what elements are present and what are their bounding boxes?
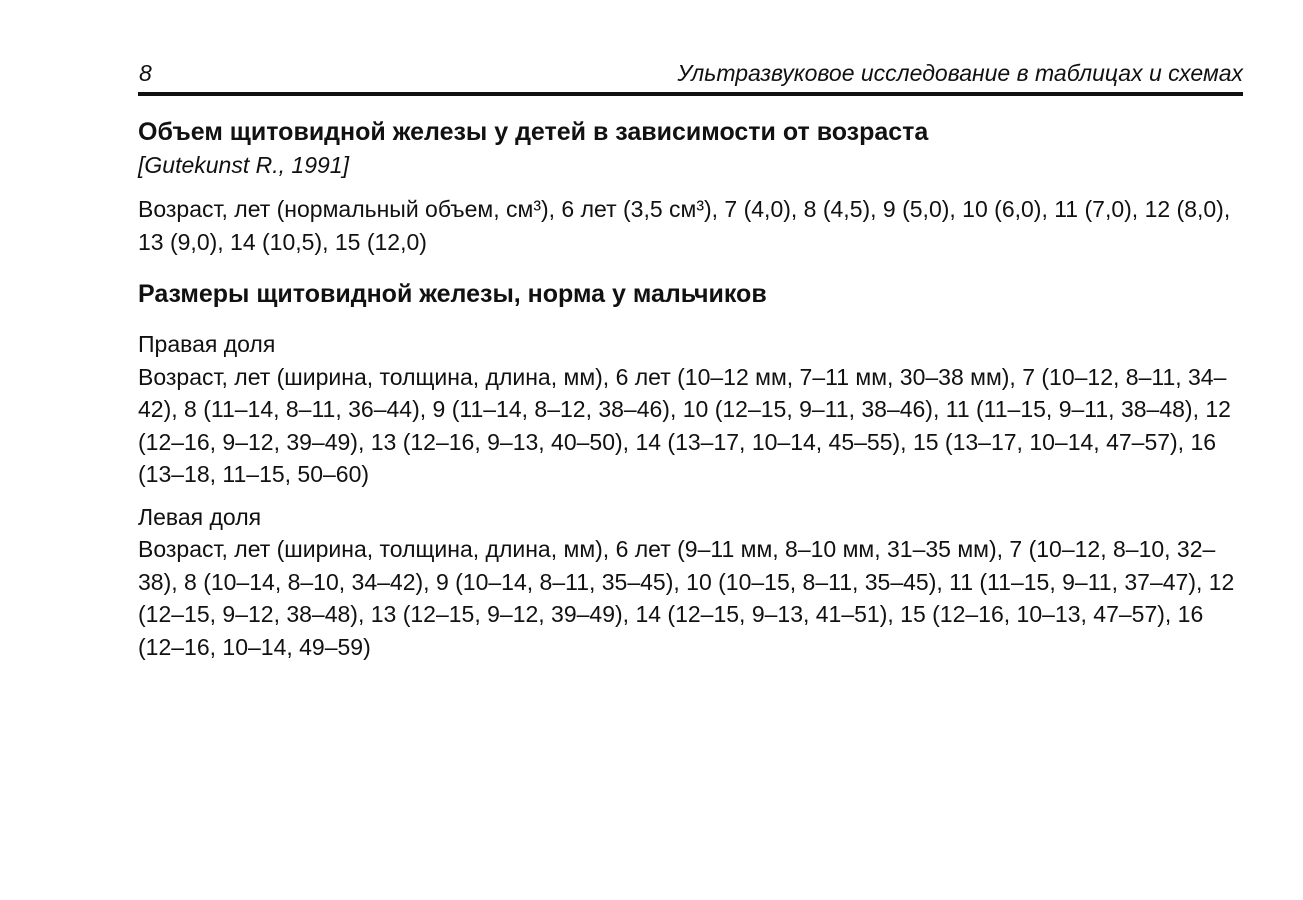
volume-norms-text: Возраст, лет (нормальный объем, см³), 6 лет (3,5 см³), 7 (4,0), 8 (4,5), 9 (5,0), 10 (6,0), 11 (7,0), 12 (8,0), 13 (9,0), 14 (10,5), 15 (12,0) (138, 196, 1231, 255)
thyroid-volume-section (138, 116, 1243, 258)
right-lobe-label: Правая доля (138, 331, 276, 357)
section-heading: Объем щитовидной железы у детей в зависимости от возраста (138, 118, 929, 146)
right-lobe-norms-text: Возраст, лет (ширина, толщина, длина, мм), 6 лет (10–12 мм, 7–11 мм, 30–38 мм), 7 (10–12, 8–11, 34–42), 8 (11–14, 8–11, 36–44), 9 (11–14, 8–12, 38–46), 10 (12–15, 9–11, 38–46), 11 (11–15, 9–11, 38–48), 12 (12–16, 9–12, 39–49), 13 (12–16, 9–13, 40–50), 14 (13–17, 10–14, 45–55), 15 (13–17, 10–14, 47–57), 16 (13–18, 11–15, 50–60) (138, 363, 1231, 487)
page-number: 8 (139, 60, 152, 86)
left-lobe-norms-text: Возраст, лет (ширина, толщина, длина, мм), 6 лет (9–11 мм, 8–10 мм, 31–35 мм), 7 (10–12, 8–10, 32–38), 8 (10–14, 8–10, 34–42), 9 (10–14, 8–11, 35–45), 10 (10–15, 8–11, 35–45), 11 (11–15, 9–11, 37–47), 12 (12–15, 9–12, 38–48), 13 (12–15, 9–12, 39–49), 14 (12–15, 9–13, 41–51), 15 (12–16, 10–13, 47–57), 16 (12–16, 10–14, 49–59) (138, 536, 1235, 660)
thyroid-size-section (138, 278, 1243, 663)
left-lobe-label: Левая доля (138, 503, 262, 530)
running-header (138, 58, 1243, 96)
citation: [Gutekunst R., 1991] (138, 152, 349, 178)
section-heading: Размеры щитовидной железы, норма у мальчиков (138, 280, 767, 308)
book-title: Ультразвуковое исследование в таблицах и схемах (677, 60, 1243, 86)
book-page (138, 58, 1243, 663)
